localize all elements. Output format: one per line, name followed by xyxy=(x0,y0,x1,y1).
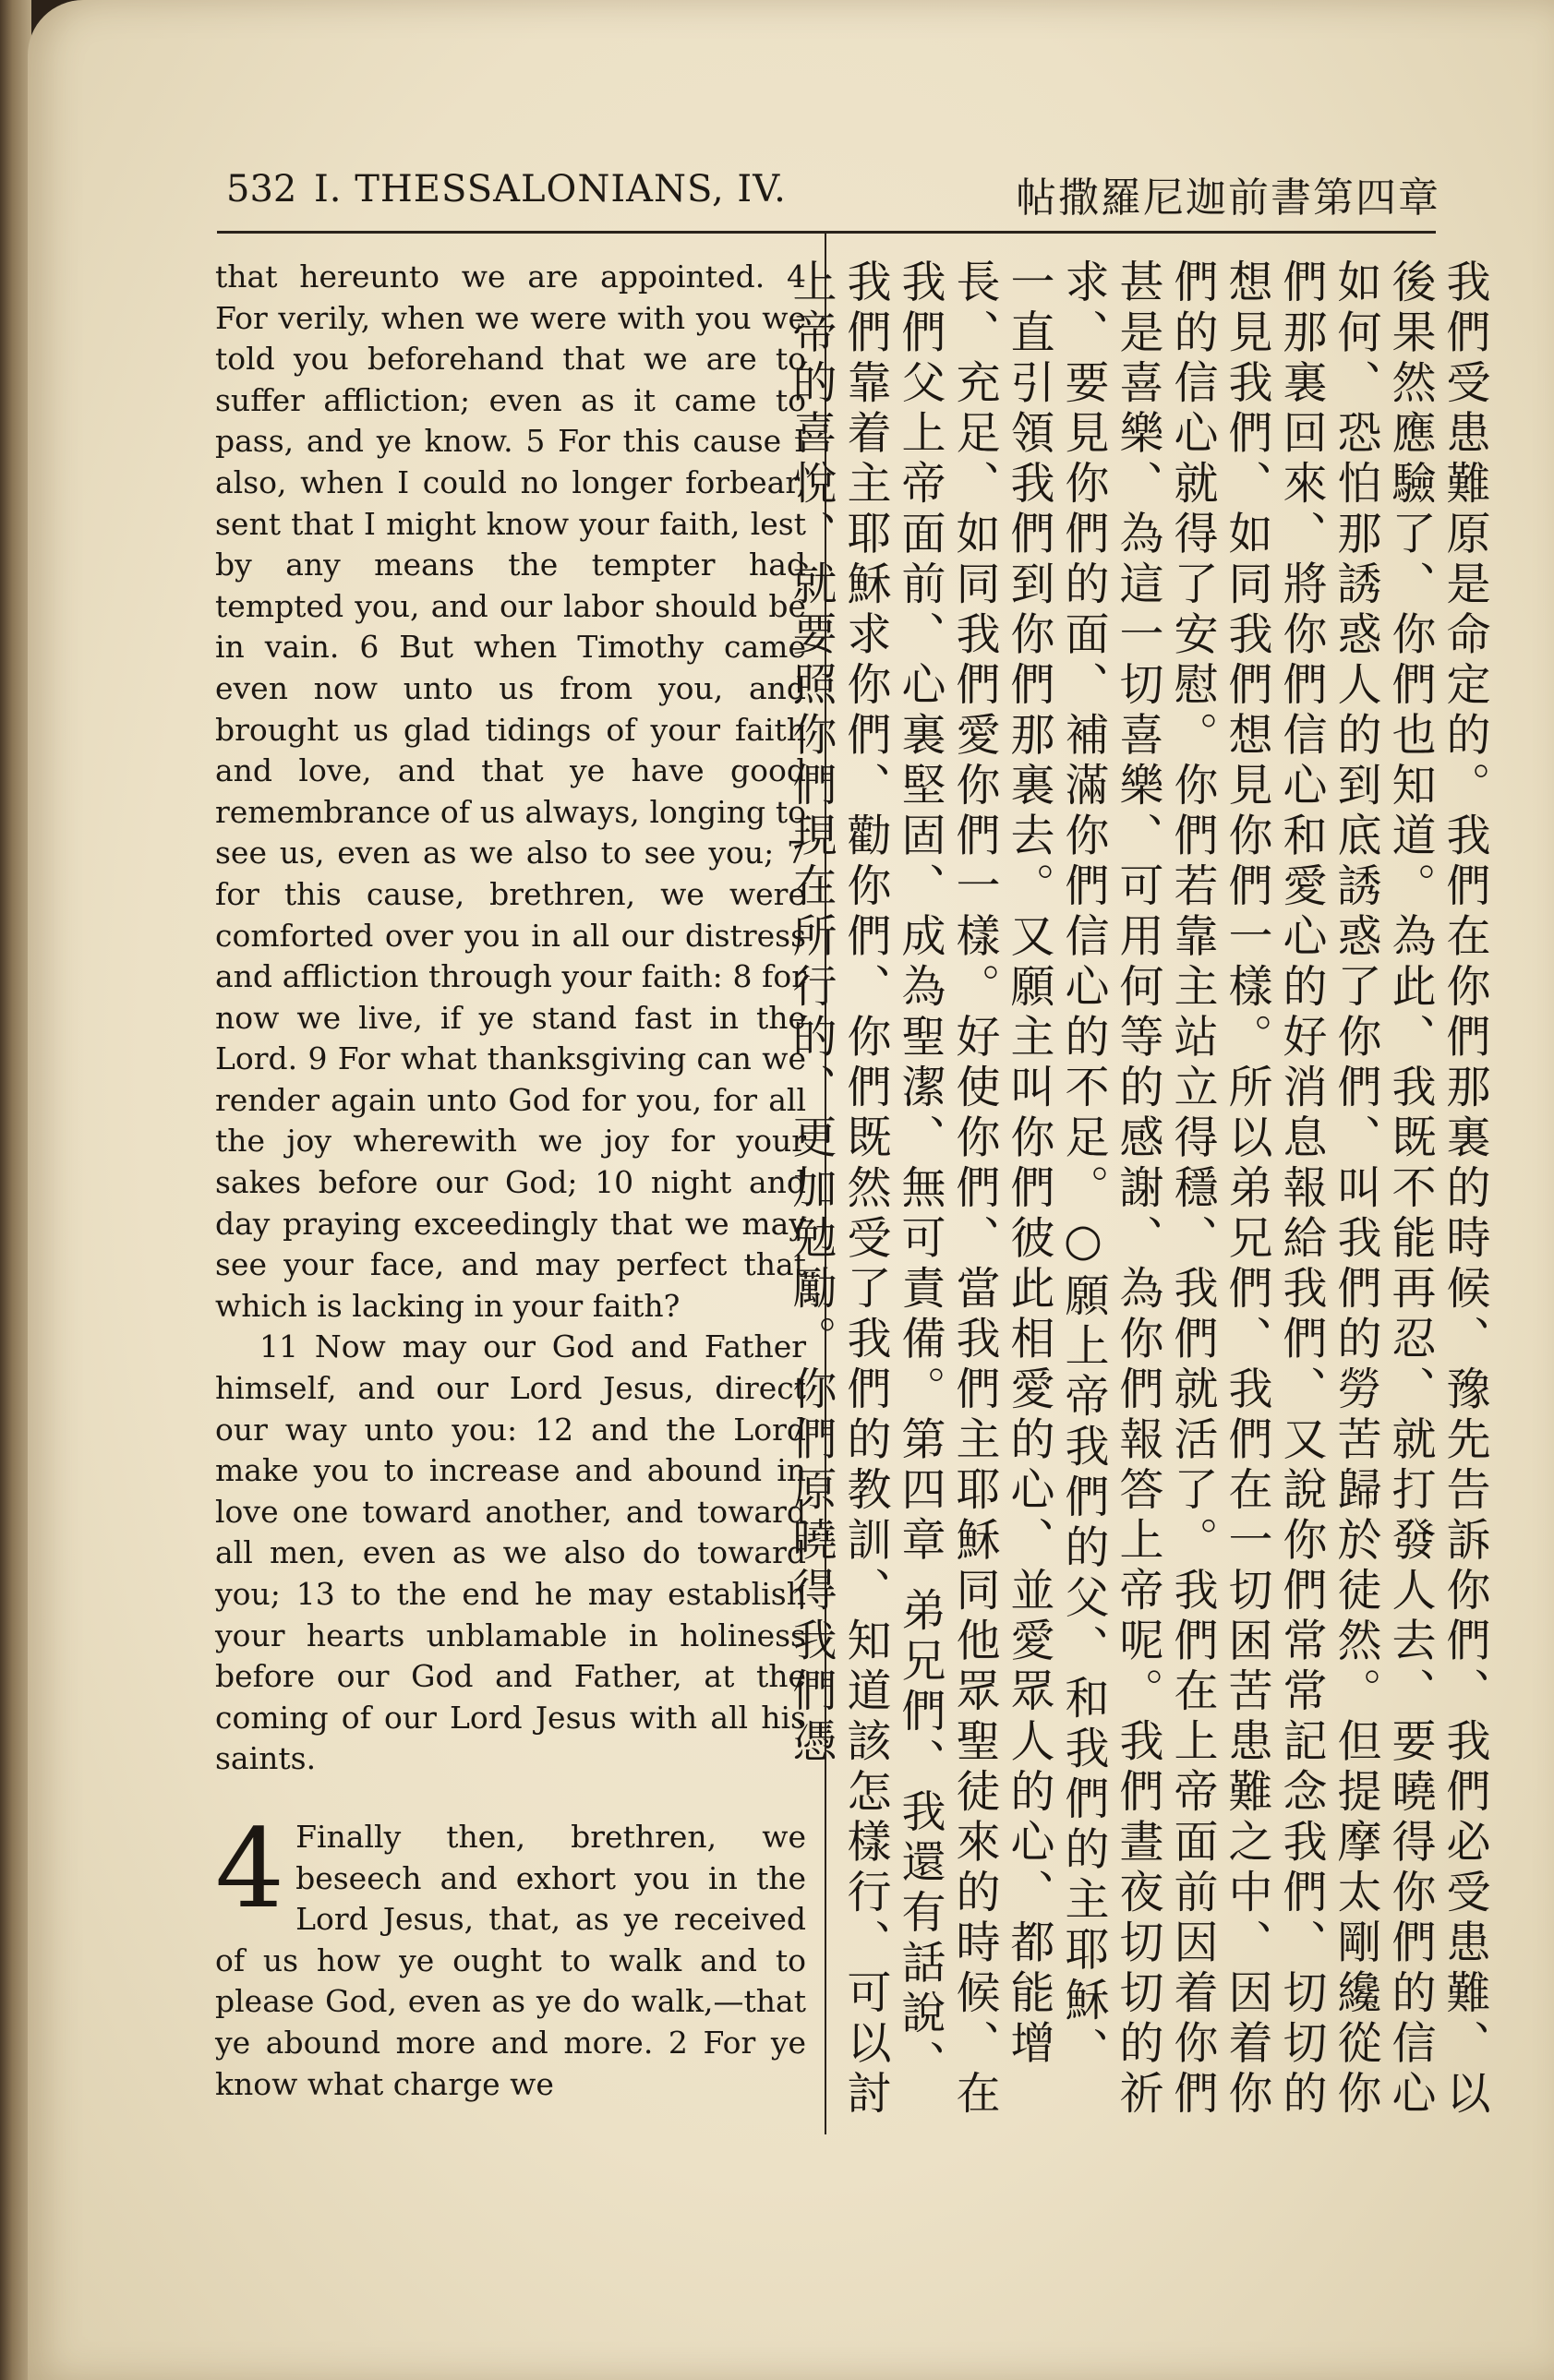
running-head: I. THESSALONIANS, IV. xyxy=(314,168,787,210)
chinese-text: 我們受患難原是命定的。我們在你們那裏的時候、豫先告訴你們、我們必受患難、以後果然應驗了、你們也知道。為此、我既不能再忍、就打發人去、要曉得你們的信心如何、恐怕那誘惑人的到底誘惑了你們、叫我們的勞苦歸於徒然。但提摩太剛纔從你們那裏回來、將你們信心和愛心的好消息報給我們、又說你們常常記念我們、切切的想見我們、如同我們想見你們一樣。所以弟兄們、我們在一切困苦患難之中、因着你們的信心就得了安慰。你們若靠主站立得穩、我們就活了。我們在上帝面前因着你們甚是喜樂、為這一切喜樂、可用何等的感謝、為你們報答上帝呢。我們晝夜切切的祈求、要見你們的面、補滿你們信心的不足。○願上帝我們的父、和我們的主耶穌、一直引領我們到你們那裏去。又願主叫你們彼此相愛的心、並愛眾人的心、都能增長、充足、如同我們愛你們一樣。好使你們、當我們主耶穌同他眾聖徒來的時候、在我們父上帝面前、心裏堅固、成為聖潔、無可責備。第四章 弟兄們、我還有話說、我們靠着主耶穌求你們、勸你們、你們既然受了我們的教訓、知道該怎樣行、可以討上帝的喜悅、就要照你們現在所行的、更加勉勵。你們原曉得我們憑 xyxy=(785,258,1490,2121)
page-number: 532 xyxy=(226,168,297,210)
english-paragraph-3: Finally then, brethren, we beseech and exhort you in the Lord Jesus, that, as ye received of us how ye ought to walk and to please God, even as ye do walk,—that ye abound more and more. 2 For ye know what charge we xyxy=(215,1818,806,2102)
english-paragraph-2: 11 Now may our God and Father himself, and our Lord Jesus, direct our way unto you: 12 and the Lord make you to increase and abound in love one toward another, and toward all men, even as we also do toward you; 13 to the end he may establish your hearts unblamable in holiness before our God and Father, at the coming of our Lord Jesus with all his saints. xyxy=(215,1328,806,1777)
chinese-column xyxy=(785,258,1491,2123)
header-rule xyxy=(217,231,1436,234)
book-spine xyxy=(0,0,31,2380)
chapter-4-opening xyxy=(215,1804,806,2105)
english-column xyxy=(215,257,806,2105)
english-paragraph-1: that hereunto we are appointed. 4 For verily, when we were with you we told you beforehand that we are to suffer affliction; even as it came to pass, and ye know. 5 For this cause I also, when I could no longer forbear, sent that I might know your faith, lest by any means the tempter had tempted you, and our labor should be in vain. 6 But when Timothy came even now unto us from you, and brought us glad tidings of your faith and love, and that ye have good remembrance of us always, longing to see us, even as we also to see you; 7 for this cause, brethren, we were comforted over you in all our distress and affliction through your faith: 8 for now we live, if ye stand fast in the Lord. 9 For what thanksgiving can we render again unto God for you, for all the joy wherewith we joy for your sakes before our God; 10 night and day praying exceedingly that we may see your face, and may perfect that which is lacking in your faith? xyxy=(215,258,806,1324)
chinese-running-head: 帖撒羅尼迦前書第四章 xyxy=(1016,174,1440,222)
chapter-number: 4 xyxy=(215,1804,285,1932)
page-header xyxy=(185,157,1450,222)
